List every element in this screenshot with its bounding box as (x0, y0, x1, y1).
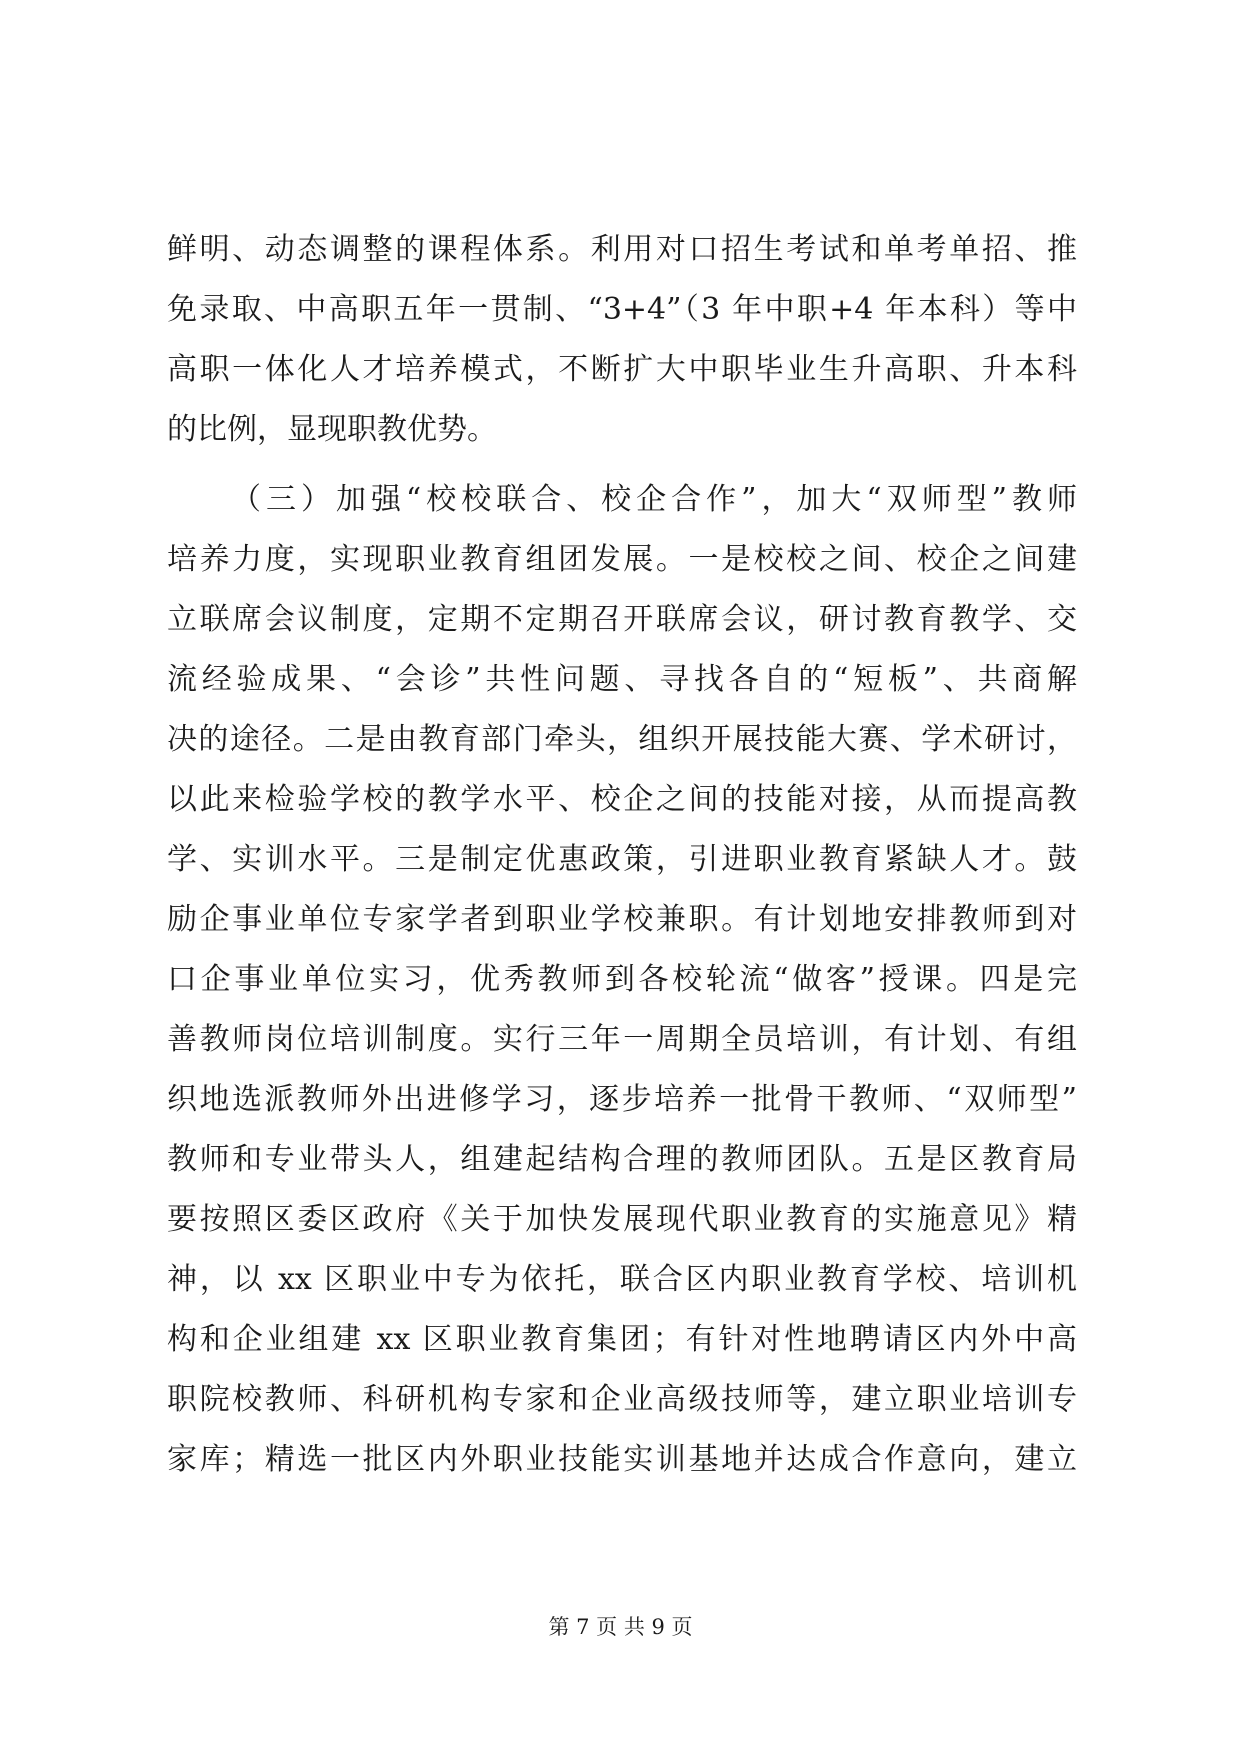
paragraph-2-line-8: 励企事业单位专家学者到职业学校兼职。有计划地安排教师到对 (167, 902, 1077, 937)
paragraph-1-line-4: 的比例，显现职教优势。 (167, 412, 497, 447)
paragraph-2-line-7: 学、实训水平。三是制定优惠政策，引进职业教育紧缺人才。鼓 (167, 842, 1077, 877)
paragraph-2-line-12: 教师和专业带头人，组建起结构合理的教师团队。五是区教育局 (167, 1142, 1077, 1177)
paragraph-2-line-1: （三）加强“校校联合、校企合作”，加大“双师型”教师 (231, 482, 1077, 517)
paragraph-2-line-3: 立联席会议制度，定期不定期召开联席会议，研讨教育教学、交 (167, 602, 1077, 637)
paragraph-2-line-2: 培养力度，实现职业教育组团发展。一是校校之间、校企之间建 (167, 542, 1077, 577)
paragraph-2-line-15: 构和企业组建 xx 区职业教育集团；有针对性地聘请区内外中高 (167, 1322, 1077, 1357)
paragraph-2-line-6: 以此来检验学校的教学水平、校企之间的技能对接，从而提高教 (167, 782, 1077, 817)
paragraph-2-line-14: 神，以 xx 区职业中专为依托，联合区内职业教育学校、培训机 (167, 1262, 1077, 1297)
paragraph-2-line-17: 家库；精选一批区内外职业技能实训基地并达成合作意向，建立 (167, 1442, 1077, 1477)
paragraph-1-line-3: 高职一体化人才培养模式，不断扩大中职毕业生升高职、升本科 (167, 352, 1077, 387)
paragraph-2-line-4: 流经验成果、“会诊”共性问题、寻找各自的“短板”、共商解 (167, 662, 1077, 697)
paragraph-2-line-10: 善教师岗位培训制度。实行三年一周期全员培训，有计划、有组 (167, 1022, 1077, 1057)
paragraph-1-line-1: 鲜明、动态调整的课程体系。利用对口招生考试和单考单招、推 (167, 232, 1077, 267)
paragraph-2-line-13: 要按照区委区政府《关于加快发展现代职业教育的实施意见》精 (167, 1202, 1077, 1237)
paragraph-1-line-2: 免录取、中高职五年一贯制、“3+4”（3 年中职+4 年本科）等中 (167, 292, 1077, 327)
paragraph-2-line-9: 口企事业单位实习，优秀教师到各校轮流“做客”授课。四是完 (167, 962, 1077, 997)
paragraph-2-line-5: 决的途径。二是由教育部门牵头，组织开展技能大赛、学术研讨， (167, 722, 1077, 757)
paragraph-2-line-16: 职院校教师、科研机构专家和企业高级技师等，建立职业培训专 (167, 1382, 1077, 1417)
page-number-footer: 第 7 页 共 9 页 (548, 1615, 693, 1639)
paragraph-2-line-11: 织地选派教师外出进修学习，逐步培养一批骨干教师、“双师型” (167, 1082, 1077, 1117)
